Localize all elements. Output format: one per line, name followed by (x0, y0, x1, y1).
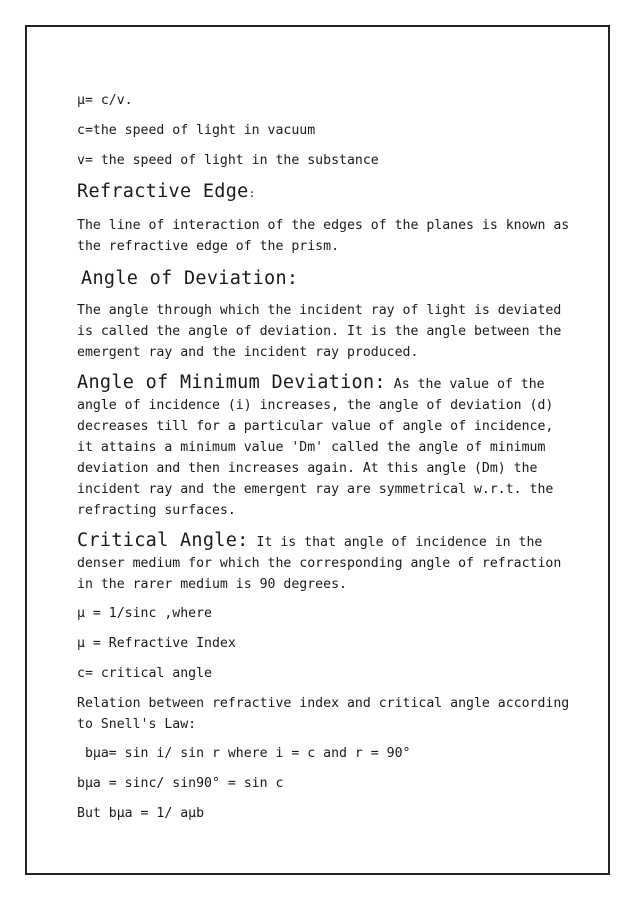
equation-2: bμa = sinc/ sin90° = sin c (77, 776, 284, 791)
angle-deviation-heading-row (77, 266, 577, 292)
refractive-edge-heading: Refractive Edge (77, 181, 249, 202)
equation-3: But bμa = 1/ aμb (77, 806, 205, 821)
mu-sinc-formula: μ = 1/sinc ,where (77, 606, 212, 621)
min-deviation-heading: Angle of Minimum Deviation: (77, 372, 386, 393)
document-body (77, 90, 577, 824)
min-deviation-text: As the value of the angle of incidence (i) increases, the angle of deviation (d) decreases till for a particular value of angle of incidence, it attains a minimum value 'Dm' called the angle of minimum deviation and then increases again. At this angle (Dm) the incident ray and the emergent ray are symmetrical w.r.t. the refracting surfaces. (77, 377, 554, 518)
refractive-edge-text: The line of interaction of the edges of the planes is known as the refractive edge of the prism. (77, 218, 570, 254)
c-critical-angle: c= critical angle (77, 666, 212, 681)
relation-text: Relation between refractive index and critical angle according to Snell's Law: (77, 696, 570, 732)
min-deviation-paragraph (77, 372, 577, 521)
critical-angle-paragraph (77, 530, 577, 595)
angle-deviation-heading: Angle of Deviation: (81, 268, 299, 289)
equation-1: bμa= sin i/ sin r where i = c and r = 90° (77, 746, 411, 761)
angle-deviation-text: The angle through which the incident ray of light is deviated is called the angle of deviation. It is the angle between the emergent ray and the incident ray produced. (77, 303, 562, 360)
refractive-edge-colon: : (248, 187, 256, 200)
mu-definition: μ= c/v. (77, 93, 133, 108)
critical-angle-text: It is that angle of incidence in the denser medium for which the corresponding angle of refraction in the rarer medium is 90 degrees. (77, 535, 562, 592)
critical-angle-heading: Critical Angle: (77, 530, 249, 551)
c-definition: c=the speed of light in vacuum (77, 123, 316, 138)
v-definition: v= the speed of light in the substance (77, 153, 379, 168)
mu-refractive-index: μ = Refractive Index (77, 636, 236, 651)
refractive-edge-heading-row (77, 179, 577, 207)
